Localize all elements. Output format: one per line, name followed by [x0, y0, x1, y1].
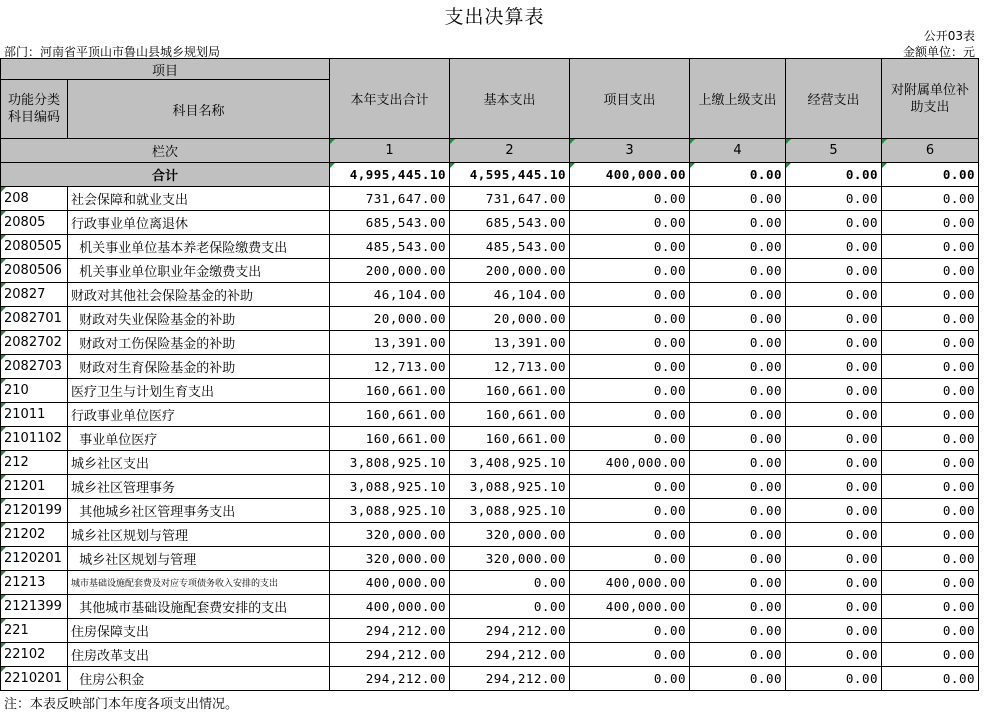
row-value-col1[interactable]: 485,543.00: [330, 235, 450, 259]
row-name-cell[interactable]: 行政事业单位医疗: [68, 403, 330, 427]
row-value-col1[interactable]: 3,808,925.10: [330, 451, 450, 475]
row-value-col2[interactable]: 320,000.00: [450, 547, 570, 571]
row-code-cell[interactable]: 208: [1, 187, 68, 211]
row-name-cell[interactable]: 行政事业单位离退休: [68, 211, 330, 235]
sequence-3[interactable]: 3: [570, 139, 690, 163]
row-value-col2[interactable]: 0.00: [450, 595, 570, 619]
row-value-col1[interactable]: 46,104.00: [330, 283, 450, 307]
row-value-col4[interactable]: 0.00: [690, 451, 786, 475]
table-row: [1, 475, 979, 499]
row-value-col6[interactable]: 0.00: [882, 355, 979, 379]
row-value-col4[interactable]: 0.00: [690, 643, 786, 667]
row-value-col4[interactable]: 0.00: [690, 307, 786, 331]
table-row: [1, 427, 979, 451]
row-value-col1[interactable]: 320,000.00: [330, 547, 450, 571]
sequence-row: [1, 139, 979, 163]
row-value-col6[interactable]: 0.00: [882, 235, 979, 259]
row-value-col5[interactable]: 0.00: [786, 571, 882, 595]
total-col6[interactable]: 0.00: [882, 163, 979, 187]
row-value-col5[interactable]: 0.00: [786, 595, 882, 619]
header-col2[interactable]: 基本支出: [450, 59, 570, 139]
row-name-cell[interactable]: 城乡社区规划与管理: [68, 523, 330, 547]
row-value-col3[interactable]: 0.00: [570, 379, 690, 403]
row-value-col2[interactable]: 160,661.00: [450, 403, 570, 427]
row-value-col2[interactable]: 320,000.00: [450, 523, 570, 547]
table-row: [1, 307, 979, 331]
table-row: [1, 643, 979, 667]
row-value-col5[interactable]: 0.00: [786, 259, 882, 283]
row-value-col4[interactable]: 0.00: [690, 619, 786, 643]
amount-unit-label: 金额单位：元: [902, 45, 975, 59]
row-code-cell[interactable]: 2120199: [1, 499, 68, 523]
sequence-5[interactable]: 5: [786, 139, 882, 163]
total-col2[interactable]: 4,595,445.10: [450, 163, 570, 187]
report-title: 支出决算表: [444, 6, 545, 28]
row-code-cell[interactable]: 20805: [1, 211, 68, 235]
row-value-col4[interactable]: 0.00: [690, 355, 786, 379]
total-col1[interactable]: 4,995,445.10: [330, 163, 450, 187]
table-row: [1, 403, 979, 427]
row-value-col5[interactable]: 0.00: [786, 235, 882, 259]
row-value-col3[interactable]: 0.00: [570, 307, 690, 331]
row-value-col5[interactable]: 0.00: [786, 619, 882, 643]
table-row: [1, 235, 979, 259]
row-value-col5[interactable]: 0.00: [786, 667, 882, 691]
row-value-col2[interactable]: 685,543.00: [450, 211, 570, 235]
row-value-col4[interactable]: 0.00: [690, 427, 786, 451]
row-value-col4[interactable]: 0.00: [690, 259, 786, 283]
row-value-col1[interactable]: 200,000.00: [330, 259, 450, 283]
row-value-col3[interactable]: 0.00: [570, 547, 690, 571]
header-code[interactable]: 功能分类科目编码: [1, 80, 68, 139]
row-value-col2[interactable]: 20,000.00: [450, 307, 570, 331]
header-col4[interactable]: 上缴上级支出: [690, 59, 786, 139]
row-value-col1[interactable]: 731,647.00: [330, 187, 450, 211]
row-code-cell[interactable]: 2082702: [1, 331, 68, 355]
row-value-col1[interactable]: 13,391.00: [330, 331, 450, 355]
row-value-col2[interactable]: 3,408,925.10: [450, 451, 570, 475]
row-value-col3[interactable]: 0.00: [570, 331, 690, 355]
row-value-col5[interactable]: 0.00: [786, 403, 882, 427]
total-col4[interactable]: 0.00: [690, 163, 786, 187]
form-number: 公开03表: [923, 29, 975, 43]
row-value-col4[interactable]: 0.00: [690, 283, 786, 307]
row-value-col6[interactable]: 0.00: [882, 283, 979, 307]
row-value-col4[interactable]: 0.00: [690, 523, 786, 547]
header-name[interactable]: 科目名称: [68, 80, 330, 139]
row-value-col5[interactable]: 0.00: [786, 331, 882, 355]
table-row: [1, 355, 979, 379]
table-row: [1, 619, 979, 643]
row-value-col2[interactable]: 485,543.00: [450, 235, 570, 259]
row-value-col5[interactable]: 0.00: [786, 475, 882, 499]
row-code-cell[interactable]: 2080506: [1, 259, 68, 283]
row-value-col5[interactable]: 0.00: [786, 427, 882, 451]
sequence-4[interactable]: 4: [690, 139, 786, 163]
row-code-cell[interactable]: 21201: [1, 475, 68, 499]
row-value-col6[interactable]: 0.00: [882, 619, 979, 643]
table-row: [1, 187, 979, 211]
row-name-cell[interactable]: 机关事业单位职业年金缴费支出: [68, 259, 330, 283]
row-value-col6[interactable]: 0.00: [882, 211, 979, 235]
row-name-cell[interactable]: 事业单位医疗: [68, 427, 330, 451]
row-value-col3[interactable]: 0.00: [570, 403, 690, 427]
row-value-col2[interactable]: 294,212.00: [450, 619, 570, 643]
row-name-cell[interactable]: 城市基础设施配套费及对应专项债务收入安排的支出: [68, 571, 330, 595]
table-row: [1, 379, 979, 403]
row-value-col1[interactable]: 294,212.00: [330, 619, 450, 643]
expenditure-table: [0, 58, 979, 691]
row-value-col5[interactable]: 0.00: [786, 211, 882, 235]
row-name-cell[interactable]: 城乡社区管理事务: [68, 475, 330, 499]
row-name-cell[interactable]: 社会保障和就业支出: [68, 187, 330, 211]
total-col3[interactable]: 400,000.00: [570, 163, 690, 187]
row-value-col3[interactable]: 0.00: [570, 499, 690, 523]
row-value-col2[interactable]: 294,212.00: [450, 643, 570, 667]
row-value-col1[interactable]: 160,661.00: [330, 427, 450, 451]
row-value-col1[interactable]: 3,088,925.10: [330, 475, 450, 499]
row-value-col4[interactable]: 0.00: [690, 547, 786, 571]
header-col6[interactable]: 对附属单位补助支出: [882, 59, 979, 139]
table-note: 注：本表反映部门本年度各项支出情况。: [4, 697, 239, 712]
row-value-col2[interactable]: 46,104.00: [450, 283, 570, 307]
row-value-col6[interactable]: 0.00: [882, 331, 979, 355]
row-value-col3[interactable]: 0.00: [570, 283, 690, 307]
row-value-col3[interactable]: 0.00: [570, 523, 690, 547]
row-value-col2[interactable]: 3,088,925.10: [450, 499, 570, 523]
row-name-cell[interactable]: 其他城市基础设施配套费安排的支出: [68, 595, 330, 619]
row-value-col3[interactable]: 0.00: [570, 187, 690, 211]
row-value-col4[interactable]: 0.00: [690, 571, 786, 595]
row-value-col3[interactable]: 400,000.00: [570, 571, 690, 595]
row-name-cell[interactable]: 住房改革支出: [68, 643, 330, 667]
row-code-cell[interactable]: 2082701: [1, 307, 68, 331]
row-value-col6[interactable]: 0.00: [882, 667, 979, 691]
row-value-col1[interactable]: 160,661.00: [330, 379, 450, 403]
row-value-col6[interactable]: 0.00: [882, 595, 979, 619]
table-row: [1, 499, 979, 523]
row-value-col2[interactable]: 200,000.00: [450, 259, 570, 283]
row-value-col3[interactable]: 0.00: [570, 355, 690, 379]
table-body: [1, 59, 979, 691]
table-row: [1, 331, 979, 355]
row-value-col2[interactable]: 13,391.00: [450, 331, 570, 355]
row-value-col1[interactable]: 12,713.00: [330, 355, 450, 379]
row-value-col6[interactable]: 0.00: [882, 475, 979, 499]
row-value-col5[interactable]: 0.00: [786, 643, 882, 667]
row-code-cell[interactable]: 2121399: [1, 595, 68, 619]
row-code-cell[interactable]: 210: [1, 379, 68, 403]
row-value-col2[interactable]: 731,647.00: [450, 187, 570, 211]
row-value-col5[interactable]: 0.00: [786, 307, 882, 331]
table-row: [1, 595, 979, 619]
total-row: [1, 163, 979, 187]
row-name-cell[interactable]: 财政对失业保险基金的补助: [68, 307, 330, 331]
row-value-col4[interactable]: 0.00: [690, 595, 786, 619]
row-value-col5[interactable]: 0.00: [786, 187, 882, 211]
row-value-col2[interactable]: 294,212.00: [450, 667, 570, 691]
row-value-col5[interactable]: 0.00: [786, 283, 882, 307]
row-value-col3[interactable]: 0.00: [570, 475, 690, 499]
row-value-col5[interactable]: 0.00: [786, 499, 882, 523]
row-value-col1[interactable]: 685,543.00: [330, 211, 450, 235]
table-row: [1, 211, 979, 235]
row-value-col4[interactable]: 0.00: [690, 403, 786, 427]
table-row: [1, 283, 979, 307]
row-value-col6[interactable]: 0.00: [882, 451, 979, 475]
table-row: [1, 547, 979, 571]
row-value-col4[interactable]: 0.00: [690, 211, 786, 235]
header-project[interactable]: 项目: [1, 59, 330, 80]
row-value-col6[interactable]: 0.00: [882, 499, 979, 523]
row-value-col6[interactable]: 0.00: [882, 571, 979, 595]
row-value-col4[interactable]: 0.00: [690, 475, 786, 499]
row-code-cell[interactable]: 2082703: [1, 355, 68, 379]
table-row: [1, 259, 979, 283]
row-value-col2[interactable]: 160,661.00: [450, 427, 570, 451]
row-value-col1[interactable]: 400,000.00: [330, 571, 450, 595]
row-code-cell[interactable]: 212: [1, 451, 68, 475]
total-col5[interactable]: 0.00: [786, 163, 882, 187]
row-value-col1[interactable]: 400,000.00: [330, 595, 450, 619]
row-value-col6[interactable]: 0.00: [882, 379, 979, 403]
row-value-col5[interactable]: 0.00: [786, 355, 882, 379]
row-value-col3[interactable]: 0.00: [570, 667, 690, 691]
row-value-col6[interactable]: 0.00: [882, 523, 979, 547]
row-value-col3[interactable]: 0.00: [570, 259, 690, 283]
row-code-cell[interactable]: 20827: [1, 283, 68, 307]
row-name-cell[interactable]: 财政对工伤保险基金的补助: [68, 331, 330, 355]
row-code-cell[interactable]: 21213: [1, 571, 68, 595]
row-value-col3[interactable]: 0.00: [570, 643, 690, 667]
row-value-col3[interactable]: 400,000.00: [570, 595, 690, 619]
row-name-cell[interactable]: 医疗卫生与计划生育支出: [68, 379, 330, 403]
row-value-col5[interactable]: 0.00: [786, 451, 882, 475]
row-value-col4[interactable]: 0.00: [690, 499, 786, 523]
row-value-col6[interactable]: 0.00: [882, 187, 979, 211]
row-code-cell[interactable]: 221: [1, 619, 68, 643]
row-value-col4[interactable]: 0.00: [690, 235, 786, 259]
row-value-col4[interactable]: 0.00: [690, 331, 786, 355]
row-value-col3[interactable]: 400,000.00: [570, 451, 690, 475]
row-value-col6[interactable]: 0.00: [882, 259, 979, 283]
row-value-col6[interactable]: 0.00: [882, 307, 979, 331]
sequence-1[interactable]: 1: [330, 139, 450, 163]
row-name-cell[interactable]: 财政对生育保险基金的补助: [68, 355, 330, 379]
row-code-cell[interactable]: 21202: [1, 523, 68, 547]
row-value-col5[interactable]: 0.00: [786, 547, 882, 571]
row-value-col2[interactable]: 12,713.00: [450, 355, 570, 379]
row-code-cell[interactable]: 2080505: [1, 235, 68, 259]
table-row: [1, 523, 979, 547]
row-value-col3[interactable]: 0.00: [570, 427, 690, 451]
row-value-col1[interactable]: 3,088,925.10: [330, 499, 450, 523]
sequence-6[interactable]: 6: [882, 139, 979, 163]
row-value-col3[interactable]: 0.00: [570, 211, 690, 235]
sequence-2[interactable]: 2: [450, 139, 570, 163]
header-col3[interactable]: 项目支出: [570, 59, 690, 139]
row-name-cell[interactable]: 机关事业单位基本养老保险缴费支出: [68, 235, 330, 259]
row-value-col5[interactable]: 0.00: [786, 379, 882, 403]
row-value-col1[interactable]: 20,000.00: [330, 307, 450, 331]
row-value-col6[interactable]: 0.00: [882, 643, 979, 667]
row-value-col3[interactable]: 0.00: [570, 235, 690, 259]
row-name-cell[interactable]: 城乡社区规划与管理: [68, 547, 330, 571]
sequence-label[interactable]: 栏次: [1, 139, 330, 163]
row-value-col6[interactable]: 0.00: [882, 403, 979, 427]
row-value-col2[interactable]: 3,088,925.10: [450, 475, 570, 499]
table-row: [1, 571, 979, 595]
row-name-cell[interactable]: 财政对其他社会保险基金的补助: [68, 283, 330, 307]
row-value-col1[interactable]: 294,212.00: [330, 667, 450, 691]
table-row: [1, 451, 979, 475]
header-row-project: [1, 59, 979, 80]
row-value-col2[interactable]: 160,661.00: [450, 379, 570, 403]
row-code-cell[interactable]: 2210201: [1, 667, 68, 691]
header-col5[interactable]: 经营支出: [786, 59, 882, 139]
row-value-col4[interactable]: 0.00: [690, 187, 786, 211]
row-code-cell[interactable]: 2101102: [1, 427, 68, 451]
header-col1[interactable]: 本年支出合计: [330, 59, 450, 139]
row-value-col4[interactable]: 0.00: [690, 379, 786, 403]
row-value-col1[interactable]: 160,661.00: [330, 403, 450, 427]
row-name-cell[interactable]: 城乡社区支出: [68, 451, 330, 475]
total-label[interactable]: 合计: [1, 163, 330, 187]
row-value-col6[interactable]: 0.00: [882, 427, 979, 451]
row-code-cell[interactable]: 21011: [1, 403, 68, 427]
row-value-col2[interactable]: 0.00: [450, 571, 570, 595]
table-row: [1, 667, 979, 691]
department-label: 部门：河南省平顶山市鲁山县城乡规划局: [4, 45, 221, 59]
row-name-cell[interactable]: 住房公积金: [68, 667, 330, 691]
row-value-col1[interactable]: 320,000.00: [330, 523, 450, 547]
row-value-col6[interactable]: 0.00: [882, 547, 979, 571]
row-code-cell[interactable]: 22102: [1, 643, 68, 667]
row-value-col5[interactable]: 0.00: [786, 523, 882, 547]
row-value-col3[interactable]: 0.00: [570, 619, 690, 643]
row-code-cell[interactable]: 2120201: [1, 547, 68, 571]
row-value-col1[interactable]: 294,212.00: [330, 643, 450, 667]
row-name-cell[interactable]: 住房保障支出: [68, 619, 330, 643]
row-name-cell[interactable]: 其他城乡社区管理事务支出: [68, 499, 330, 523]
row-value-col4[interactable]: 0.00: [690, 667, 786, 691]
